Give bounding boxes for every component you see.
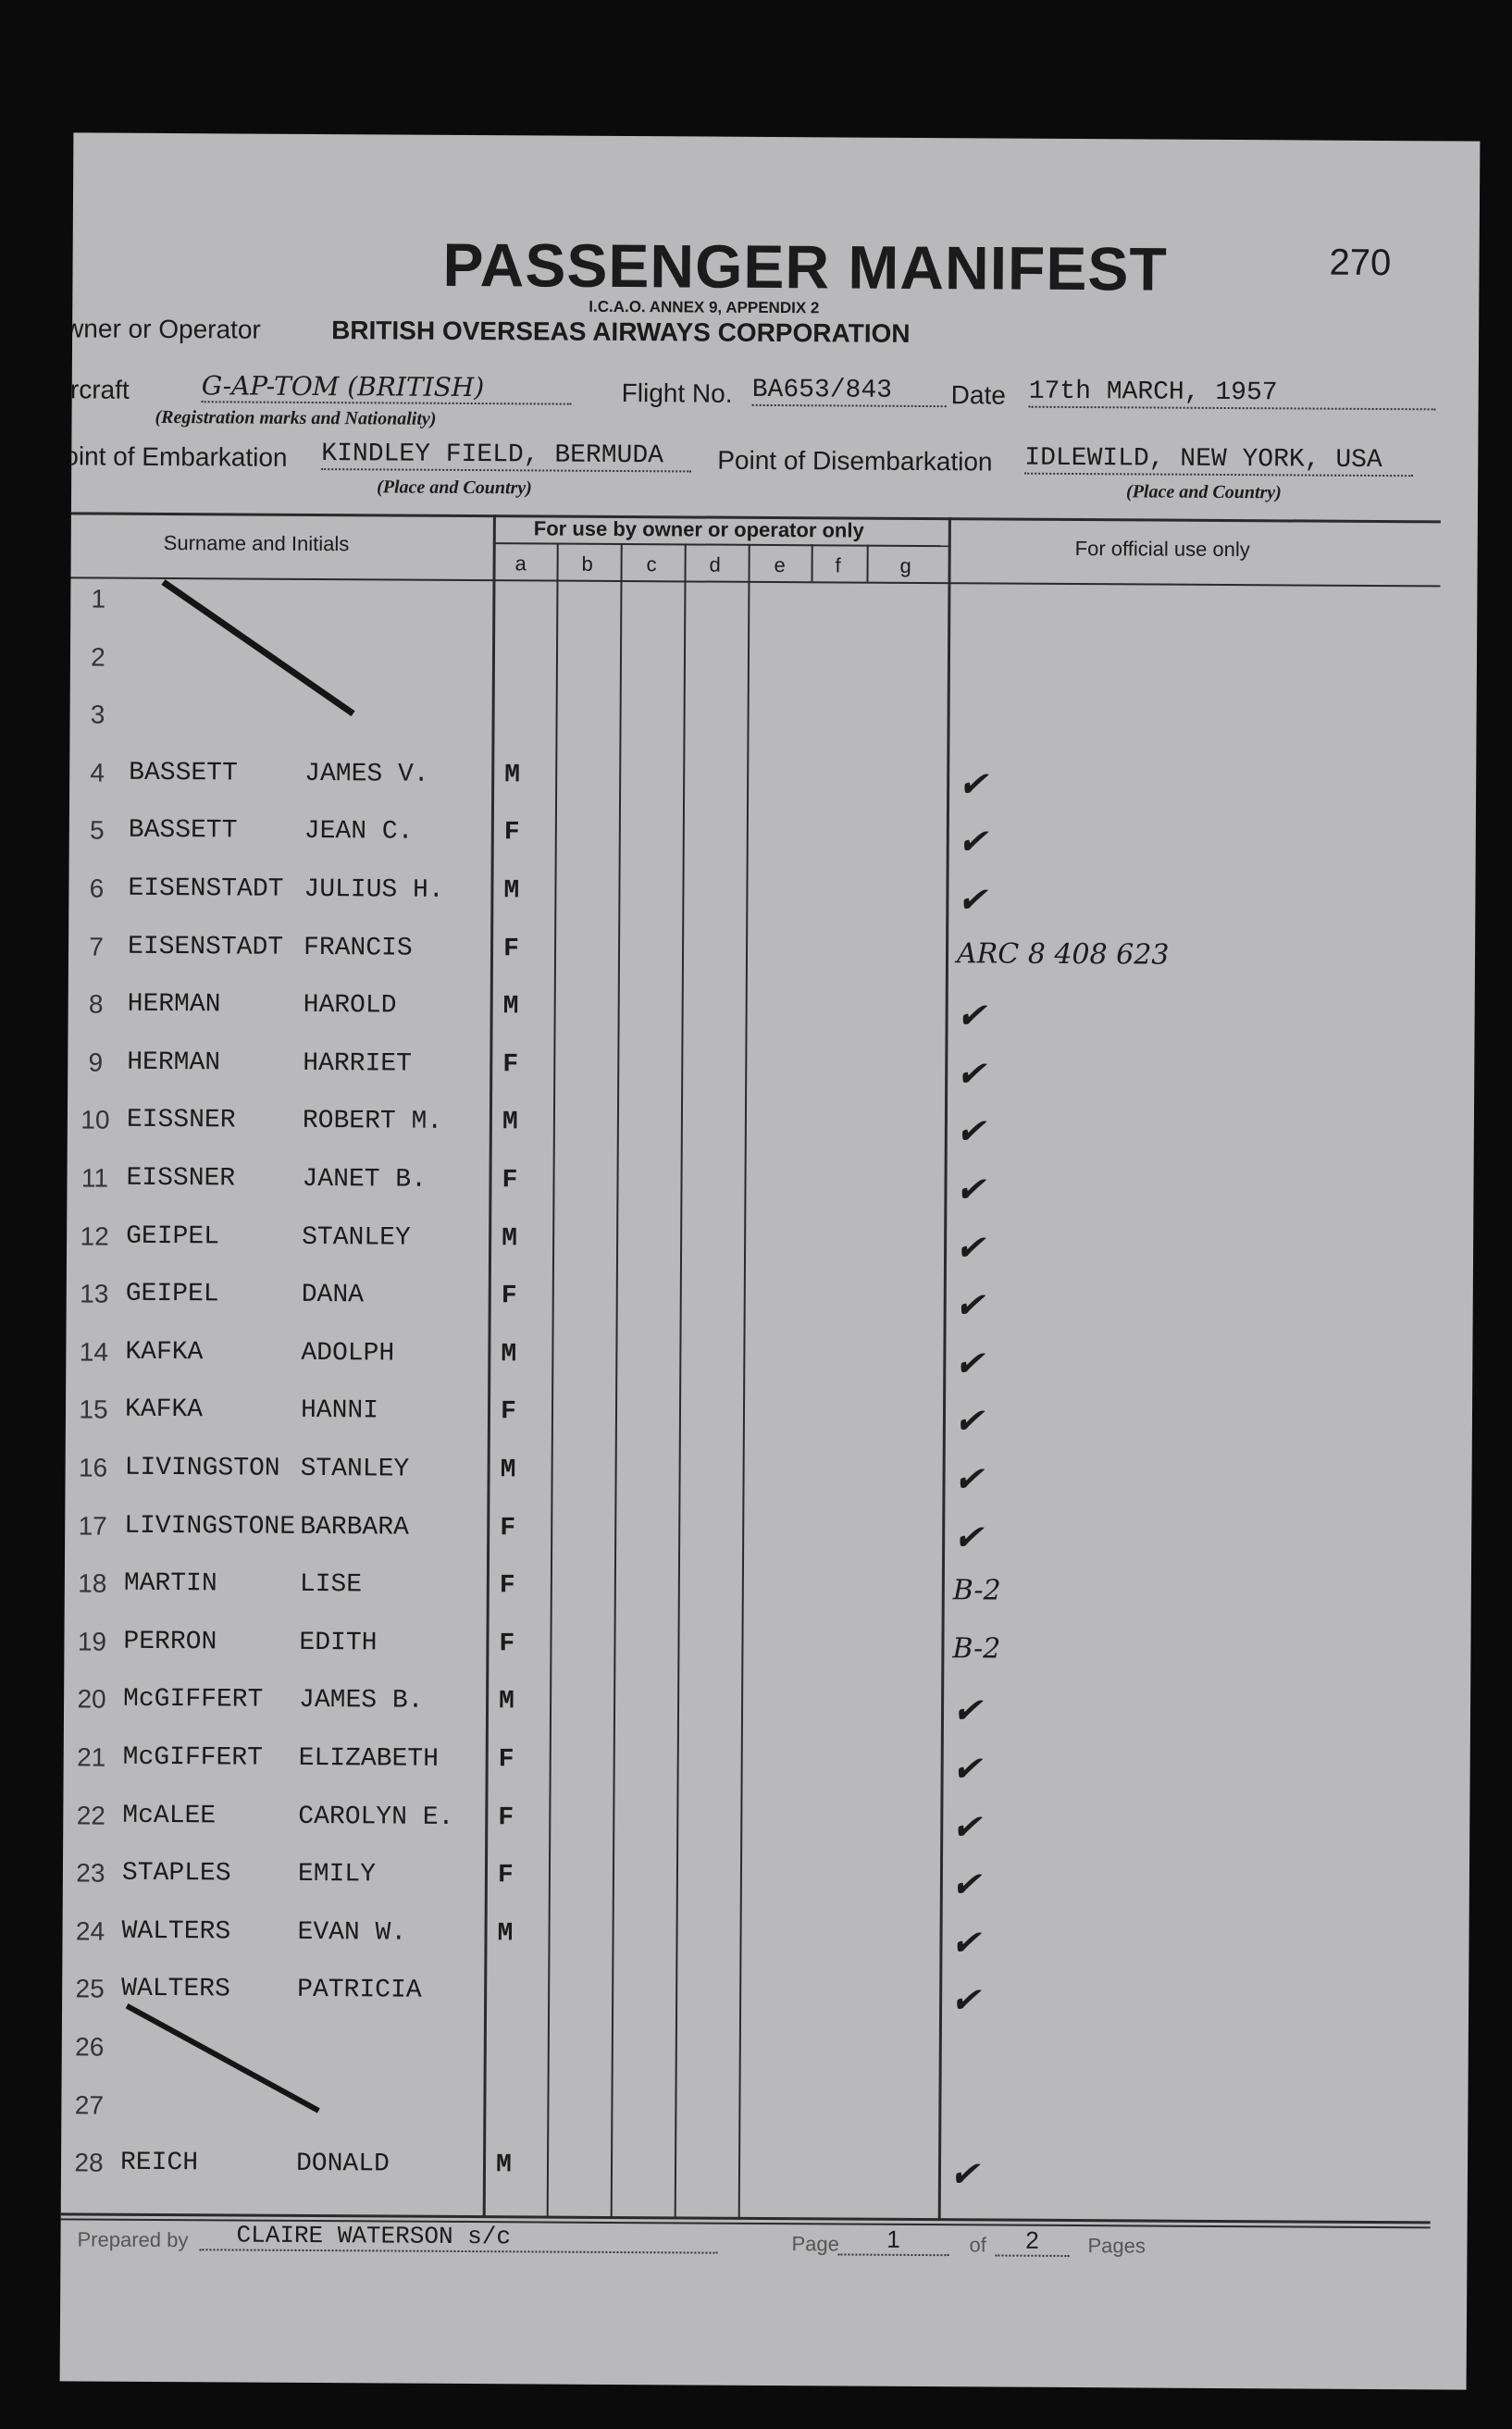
- row-number: 4: [90, 758, 105, 787]
- passenger-given-name: JANET B.: [302, 1164, 428, 1195]
- strike-rows-1-3: [163, 582, 354, 713]
- official-mark: B-2: [952, 1632, 1001, 1666]
- row-number: 10: [81, 1105, 110, 1135]
- row-number: 27: [74, 2090, 105, 2120]
- row-number: 7: [89, 932, 104, 961]
- official-mark: ✔: [954, 1284, 985, 1326]
- strike-rows-26-27: [126, 2006, 319, 2111]
- passenger-surname: GEIPEL: [125, 1279, 219, 1309]
- col-a-header: a: [514, 551, 527, 576]
- flight-value: BA653/843: [752, 376, 947, 407]
- passenger-sex: F: [502, 934, 519, 963]
- flight-label: Flight No.: [621, 378, 733, 408]
- passenger-sex: M: [495, 2150, 512, 2180]
- passenger-sex: M: [503, 876, 520, 906]
- passenger-sex: M: [497, 1919, 514, 1949]
- passenger-surname: McGIFFERT: [122, 1742, 264, 1773]
- prepared-value: CLAIRE WATERSON s/c: [199, 2221, 717, 2253]
- official-mark: ✔: [950, 1922, 981, 1964]
- official-mark: ✔: [954, 1226, 985, 1269]
- passenger-surname: WALTERS: [121, 1916, 231, 1947]
- passenger-surname: EISENSTADT: [127, 932, 284, 962]
- passenger-given-name: PATRICIA: [297, 1976, 422, 2006]
- passenger-surname: HERMAN: [127, 1047, 221, 1078]
- passenger-surname: HERMAN: [127, 989, 221, 1020]
- row-number: 25: [75, 1974, 105, 2004]
- official-mark: ✔: [950, 1864, 981, 1905]
- passenger-surname: KAFKA: [125, 1337, 204, 1368]
- row-number: 17: [78, 1511, 107, 1541]
- passenger-given-name: JULIUS H.: [304, 874, 444, 905]
- passenger-surname: McALEE: [122, 1801, 217, 1830]
- page-title: PASSENGER MANIFEST: [442, 229, 1168, 304]
- passenger-surname: LIVINGSTON: [124, 1453, 280, 1483]
- pages-label: Pages: [1087, 2234, 1146, 2258]
- passenger-given-name: JEAN C.: [304, 817, 414, 848]
- passenger-surname: STAPLES: [121, 1858, 231, 1889]
- official-mark: ✔: [949, 1979, 981, 2021]
- passenger-given-name: CAROLYN E.: [298, 1802, 454, 1832]
- prepared-label: Prepared by: [77, 2227, 189, 2252]
- disembarkation-label: Point of Disembarkation: [717, 445, 993, 477]
- passenger-sex: M: [500, 1456, 516, 1485]
- passenger-sex: F: [500, 1513, 516, 1543]
- row-number: 12: [80, 1221, 109, 1251]
- of-label: of: [969, 2233, 986, 2257]
- passenger-given-name: ELIZABETH: [298, 1743, 440, 1774]
- passenger-given-name: DONALD: [295, 2150, 390, 2179]
- official-mark: ✔: [951, 1805, 982, 1847]
- passenger-surname: KAFKA: [124, 1395, 204, 1425]
- row-number: 5: [89, 815, 105, 845]
- official-mark: ✔: [953, 1516, 984, 1558]
- embarkation-note: (Place and Country): [377, 477, 532, 499]
- row-number: 1: [91, 584, 106, 613]
- passenger-given-name: JAMES B.: [298, 1686, 424, 1716]
- passenger-given-name: ADOLPH: [301, 1338, 395, 1369]
- official-mark: ✔: [953, 1458, 984, 1500]
- owner-value: BRITISH OVERSEAS AIRWAYS CORPORATION: [331, 316, 911, 348]
- col-g-header: g: [899, 553, 911, 577]
- row-number: 18: [78, 1568, 107, 1598]
- date-label: Date: [950, 380, 1006, 410]
- passenger-given-name: JAMES V.: [304, 759, 429, 789]
- row-number: 20: [77, 1684, 106, 1715]
- row-number: 23: [76, 1858, 105, 1888]
- row-number: 16: [78, 1453, 108, 1482]
- col-b-header: b: [581, 551, 593, 576]
- row-number: 26: [75, 2032, 105, 2062]
- passenger-sex: F: [500, 1397, 516, 1427]
- disembarkation-value: IDLEWILD, NEW YORK, USA: [1024, 444, 1413, 477]
- official-mark: ✔: [957, 879, 987, 921]
- official-mark: ✔: [951, 1748, 982, 1790]
- passenger-given-name: HAROLD: [303, 991, 397, 1021]
- col-c-header: c: [646, 552, 657, 576]
- passenger-surname: EISSNER: [126, 1106, 236, 1135]
- row-number: 22: [76, 1801, 106, 1830]
- col-e-header: e: [774, 553, 786, 577]
- official-mark: ✔: [955, 1169, 985, 1210]
- page-number: 270: [1329, 242, 1392, 284]
- passenger-surname: BASSETT: [129, 758, 238, 788]
- passenger-sex: M: [504, 761, 521, 790]
- page-label: Page: [791, 2232, 839, 2256]
- annex-reference: I.C.A.O. ANNEX 9, APPENDIX 2: [589, 297, 820, 317]
- passenger-sex: M: [502, 1108, 518, 1137]
- passenger-sex: F: [499, 1630, 515, 1659]
- passenger-sex: F: [499, 1571, 515, 1601]
- passenger-given-name: BARBARA: [300, 1512, 409, 1543]
- passenger-surname: REICH: [119, 2148, 199, 2178]
- passenger-sex: F: [501, 1282, 517, 1311]
- passenger-given-name: ROBERT M.: [302, 1107, 443, 1137]
- aircraft-note: (Registration marks and Nationality): [155, 406, 437, 429]
- date-value: 17th MARCH, 1957: [1029, 378, 1436, 411]
- page-value: 1: [837, 2225, 948, 2256]
- row-number: 24: [75, 1916, 105, 1946]
- row-number: 2: [91, 642, 105, 672]
- row-number: 21: [77, 1742, 106, 1772]
- passenger-surname: PERRON: [123, 1627, 217, 1657]
- passenger-sex: F: [502, 1166, 518, 1196]
- passenger-surname: GEIPEL: [126, 1221, 220, 1251]
- passenger-given-name: EDITH: [299, 1628, 378, 1658]
- passenger-sex: M: [502, 992, 519, 1022]
- official-mark: ✔: [948, 2153, 979, 2195]
- passenger-surname: McGIFFERT: [122, 1685, 264, 1716]
- official-mark: ✔: [955, 1110, 985, 1152]
- passenger-sex: F: [502, 1050, 519, 1080]
- aircraft-value: G-AP-TOM (BRITISH): [202, 370, 572, 404]
- strike-marks: [60, 132, 1481, 2389]
- passenger-surname: LIVINGSTONE: [124, 1511, 296, 1542]
- official-mark: ✔: [957, 821, 987, 862]
- row-number: 9: [88, 1047, 104, 1077]
- passenger-sex: F: [503, 818, 520, 848]
- passenger-given-name: LISE: [299, 1570, 363, 1600]
- passenger-sex: F: [498, 1745, 514, 1775]
- owner-use-header: For use by owner or operator only: [533, 516, 864, 542]
- official-mark: B-2: [952, 1574, 1001, 1607]
- passenger-sex: M: [502, 1223, 518, 1253]
- surname-header: Surname and Initials: [163, 530, 350, 556]
- official-use-header: For official use only: [1074, 536, 1250, 562]
- aircraft-label: ircraft: [64, 375, 130, 404]
- of-value: 2: [995, 2226, 1069, 2257]
- passenger-surname: EISENSTADT: [128, 874, 284, 904]
- row-number: 14: [79, 1337, 109, 1367]
- passenger-surname: BASSETT: [128, 816, 238, 846]
- row-number: 28: [74, 2148, 104, 2177]
- passenger-sex: F: [498, 1803, 514, 1832]
- passenger-surname: MARTIN: [123, 1568, 217, 1599]
- official-mark: ✔: [953, 1400, 984, 1442]
- col-d-header: d: [709, 552, 721, 576]
- passenger-given-name: HARRIET: [303, 1048, 413, 1079]
- row-number: 19: [77, 1627, 107, 1656]
- passenger-given-name: DANA: [301, 1281, 365, 1310]
- passenger-sex: F: [497, 1861, 514, 1890]
- embarkation-label: oint of Embarkation: [64, 441, 288, 472]
- passenger-given-name: FRANCIS: [303, 933, 413, 963]
- passenger-surname: WALTERS: [121, 1975, 230, 2004]
- passenger-given-name: HANNI: [300, 1396, 379, 1426]
- row-number: 8: [88, 989, 104, 1019]
- passenger-given-name: EVAN W.: [297, 1917, 407, 1948]
- official-mark: ✔: [958, 763, 988, 805]
- official-mark: ✔: [954, 1343, 985, 1384]
- official-mark: ARC 8 408 623: [956, 936, 1170, 972]
- official-mark: ✔: [956, 1053, 986, 1095]
- passenger-given-name: STANLEY: [302, 1222, 411, 1253]
- embarkation-value: KINDLEY FIELD, BERMUDA: [321, 440, 691, 472]
- passenger-given-name: EMILY: [297, 1860, 377, 1890]
- row-number: 6: [89, 874, 105, 903]
- disembarkation-note: (Place and Country): [1126, 481, 1282, 503]
- row-number: 13: [80, 1279, 109, 1308]
- row-number: 15: [79, 1394, 108, 1425]
- manifest-page: [60, 132, 1481, 2389]
- passenger-sex: M: [501, 1340, 517, 1369]
- official-mark: ✔: [956, 995, 986, 1036]
- official-mark: ✔: [951, 1690, 983, 1731]
- passenger-given-name: STANLEY: [300, 1454, 410, 1484]
- owner-label: wner or Operator: [65, 314, 261, 344]
- row-number: 11: [81, 1163, 109, 1193]
- passenger-surname: EISSNER: [126, 1163, 236, 1194]
- row-number: 3: [90, 700, 105, 729]
- passenger-sex: M: [498, 1687, 514, 1716]
- col-f-header: f: [835, 553, 841, 577]
